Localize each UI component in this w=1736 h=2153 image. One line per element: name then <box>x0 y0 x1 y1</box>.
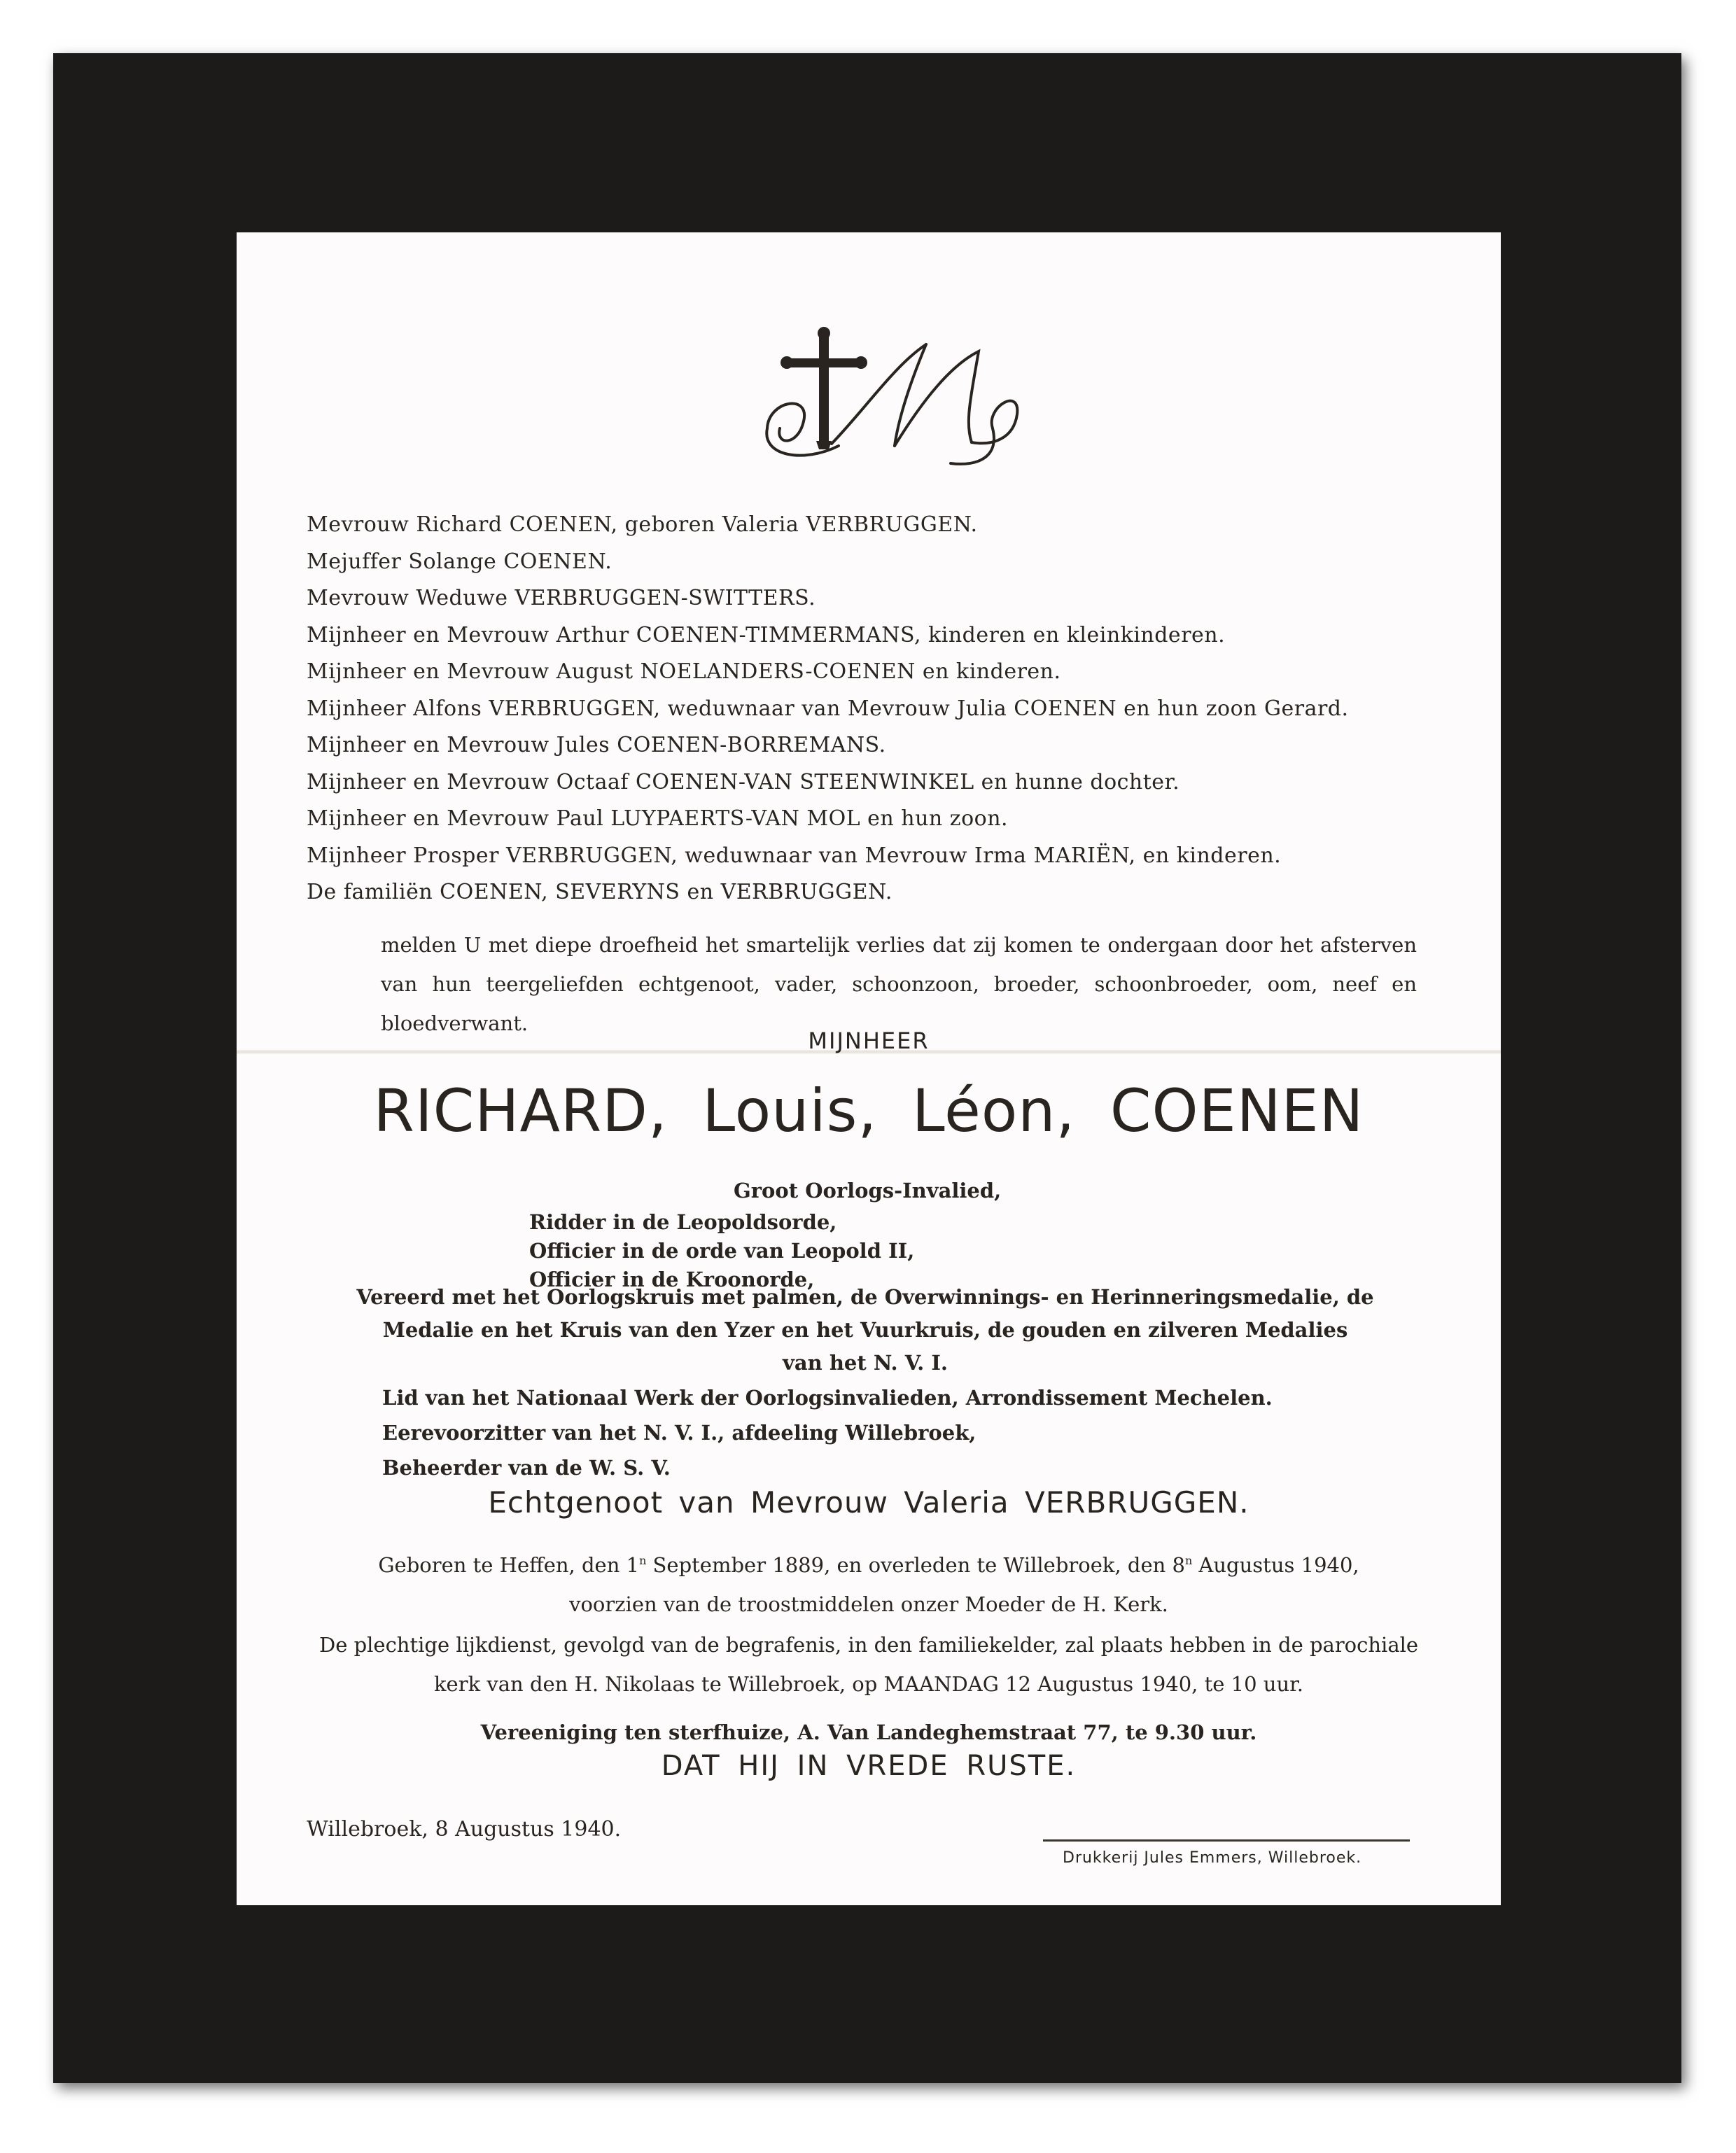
family-list <box>307 507 1483 911</box>
family-line: Mevrouw Richard COENEN, geboren Valeria VERBRUGGEN. <box>307 512 978 537</box>
function-line: Beheerder van de W. S. V. <box>382 1456 671 1480</box>
family-line: Mijnheer Prosper VERBRUGGEN, weduwnaar van Mevrouw Irma MARIËN, en kinderen. <box>307 843 1282 868</box>
born-part: September 1889, en overleden te Willebroek, den 8 <box>646 1553 1185 1578</box>
ordinal-suffix: n <box>1184 1554 1193 1567</box>
function-line: Eerevoorzitter van het N. V. I., afdeeling Willebroek, <box>382 1421 976 1445</box>
family-line: Mijnheer en Mevrouw Octaaf COENEN-VAN STEENWINKEL en hunne dochter. <box>307 769 1180 794</box>
honor-line: Officier in de orde van Leopold II, <box>529 1239 915 1263</box>
birth-death-line <box>237 1541 1501 1585</box>
born-part: Geboren te Heffen, den 1 <box>378 1553 640 1578</box>
gathering-line: Vereeniging ten sterfhuize, A. Van Landeghemstraat 77, te 9.30 uur. <box>480 1720 1257 1744</box>
printer-credit: Drukkerij Jules Emmers, Willebroek. <box>1063 1849 1362 1867</box>
family-line: Mijnheer en Mevrouw Jules COENEN-BORREMANS. <box>307 733 886 757</box>
family-line: Mijnheer Alfons VERBRUGGEN, weduwnaar van Mevrouw Julia COENEN en hun zoon Gerard. <box>307 696 1349 721</box>
deceased-name: RICHARD, Louis, Léon, COENEN <box>373 1076 1364 1145</box>
deceased-title: Groot Oorlogs-Invalied, <box>734 1179 1002 1202</box>
birth-death-text <box>237 1541 1501 1624</box>
honor-line: Officier in de Kroonorde, <box>529 1268 815 1291</box>
decoration-line: Medalie en het Kruis van den Yzer en het Vuurkruis, de gouden en zilveren Medalies <box>382 1318 1348 1342</box>
decoration-line: Vereerd met het Oorlogskruis met palmen, de Overwinnings- en Herinneringsmedalie, de <box>356 1285 1374 1309</box>
decorations-text <box>305 1281 1425 1380</box>
mourning-card <box>237 232 1501 1905</box>
family-line: Mijnheer en Mevrouw Arthur COENEN-TIMMERMANS, kinderen en kleinkinderen. <box>307 622 1226 647</box>
sacraments-line: voorzien van de troostmiddelen onzer Moeder de H. Kerk. <box>569 1592 1168 1617</box>
cross-monogram-m-icon <box>762 323 1028 484</box>
printer-divider <box>1043 1839 1410 1842</box>
rip-line: DAT HIJ IN VREDE RUSTE. <box>661 1750 1077 1782</box>
function-line: Lid van het Nationaal Werk der Oorlogsinvalieden, Arrondissement Mechelen. <box>382 1386 1273 1410</box>
honor-line: Ridder in de Leopoldsorde, <box>529 1210 837 1234</box>
family-line: Mijnheer en Mevrouw August NOELANDERS-COENEN en kinderen. <box>307 659 1061 684</box>
place-date: Willebroek, 8 Augustus 1940. <box>307 1817 622 1842</box>
born-part: Augustus 1940, <box>1192 1553 1359 1578</box>
family-line: Mijnheer en Mevrouw Paul LUYPAERTS-VAN MOL en hun zoon. <box>307 806 1009 831</box>
funeral-service-text: De plechtige lijkdienst, gevolgd van de begrafenis, in den familiekelder, zal plaats hebben in de parochiale kerk van den H. Nikolaas te Willebroek, op MAANDAG 12 Augustus 1940, te 10 uur. <box>318 1633 1419 1696</box>
family-line: Mejuffer Solange COENEN. <box>307 549 612 574</box>
spouse-line: Echtgenoot van Mevrouw Valeria VERBRUGGEN. <box>488 1485 1250 1520</box>
family-line: Mevrouw Weduwe VERBRUGGEN-SWITTERS. <box>307 586 816 610</box>
functions-list <box>382 1380 1273 1485</box>
ordinal-suffix: n <box>639 1554 647 1567</box>
decoration-line: van het N. V. I. <box>783 1351 948 1375</box>
announcement-text: melden U met diepe droefheid het smartelijk verlies dat zij komen te ondergaan door het afsterven van hun teergeliefden echtgenoot, vader, schoonzoon, broeder, schoonbroeder, oom, neef en bloedverwant. <box>381 933 1417 1035</box>
family-line: De familiën COENEN, SEVERYNS en VERBRUGGEN. <box>307 880 892 904</box>
salutation: MIJNHEER <box>808 1028 930 1054</box>
